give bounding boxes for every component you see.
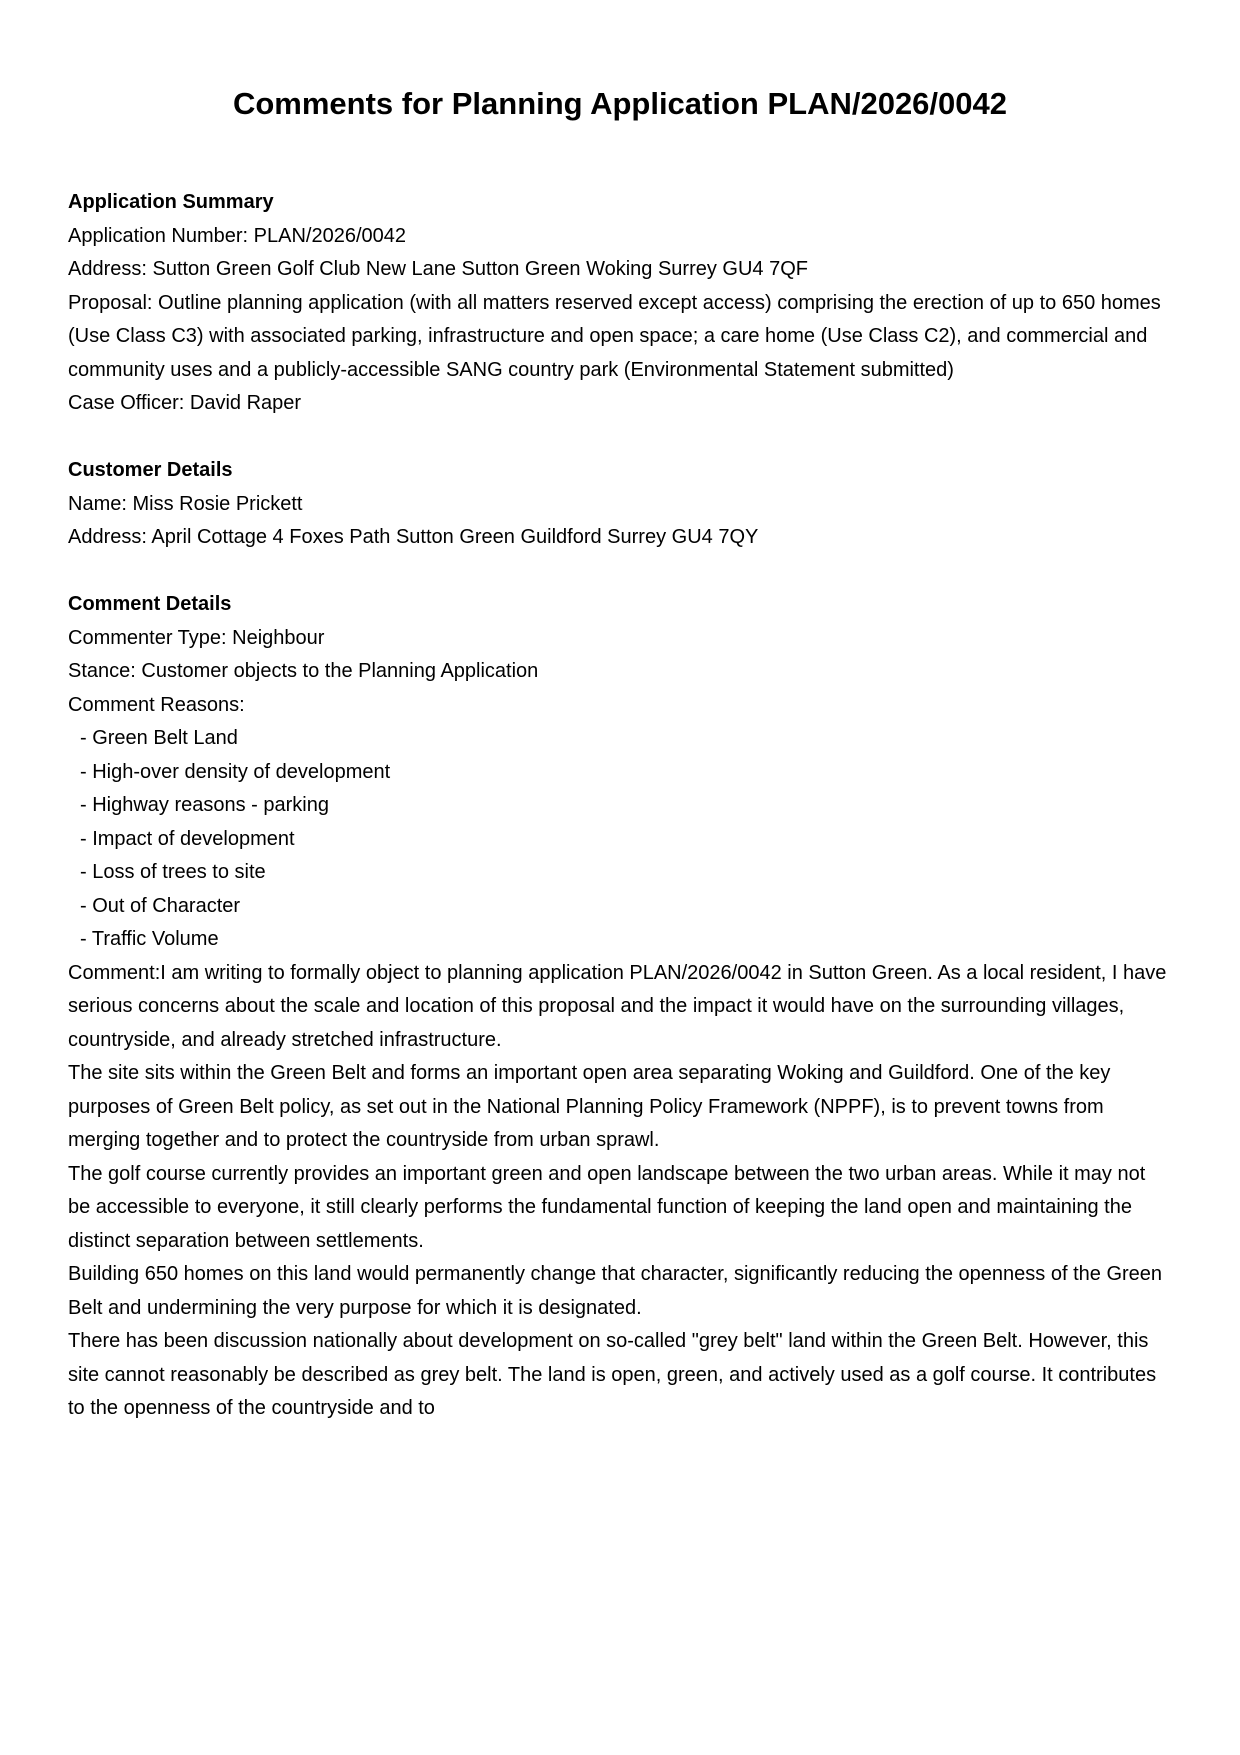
section-comment-details bbox=[68, 588, 1172, 1426]
comment-reason-item: - Out of Character bbox=[80, 894, 241, 917]
commenter-type-line: Commenter Type: Neighbour bbox=[68, 626, 325, 649]
comment-reason-item: - Green Belt Land bbox=[80, 727, 238, 749]
comment-reasons-label: Comment Reasons: bbox=[68, 693, 245, 716]
customer-name-line: Name: Miss Rosie Prickett bbox=[68, 492, 303, 515]
proposal-line: Proposal: Outline planning application (with all matters reserved except access) comprising the erection of up to 650 homes (Use Class C3) with associated parking, infrastructure and open space; a care home (Use Class C2), and commercial and community uses and a publicly-accessible SANG country park (Environmental Statement submitted) bbox=[68, 291, 1161, 381]
application-address-line: Address: Sutton Green Golf Club New Lane Sutton Green Woking Surrey GU4 7QF bbox=[68, 258, 808, 280]
comment-paragraph: The site sits within the Green Belt and forms an important open area separating Woking and Guildford. One of the key purposes of Green Belt policy, as set out in the National Planning Policy Framework (NPPF), is to prevent towns from merging together and to protect the countryside from urban sprawl. bbox=[68, 1062, 1111, 1151]
customer-details-heading: Customer Details bbox=[68, 459, 233, 481]
comment-details-heading: Comment Details bbox=[68, 593, 232, 615]
stance-line: Stance: Customer objects to the Planning Application bbox=[68, 660, 539, 682]
customer-address-line: Address: April Cottage 4 Foxes Path Sutton Green Guildford Surrey GU4 7QY bbox=[68, 526, 759, 548]
comment-paragraph: The golf course currently provides an important green and open landscape between the two urban areas. While it may not be accessible to everyone, it still clearly performs the fundamental function of keeping the land open and maintaining the distinct separation between settlements. bbox=[68, 1162, 1146, 1252]
comment-paragraph: Comment:I am writing to formally object to planning application PLAN/2026/0042 in Sutton Green. As a local resident, I have serious concerns about the scale and location of this proposal and the impact it would have on the surrounding villages, countryside, and already stretched infrastructure. bbox=[68, 961, 1167, 1051]
comment-reasons-list bbox=[68, 722, 1172, 957]
application-summary-heading: Application Summary bbox=[68, 191, 274, 213]
comment-text-block bbox=[68, 957, 1172, 1426]
section-application-summary bbox=[68, 186, 1172, 421]
comment-paragraph: Building 650 homes on this land would permanently change that character, significantly reducing the openness of the Green Belt and undermining the very purpose for which it is designated. bbox=[68, 1263, 1163, 1319]
case-officer-line: Case Officer: David Raper bbox=[68, 392, 302, 414]
comment-reason-item: - Impact of development bbox=[80, 827, 295, 850]
comment-reason-item: - Traffic Volume bbox=[80, 928, 219, 950]
document-title: Comments for Planning Application PLAN/2026/0042 bbox=[232, 86, 1008, 121]
comment-reason-item: - High-over density of development bbox=[80, 760, 391, 783]
comment-reason-item: - Highway reasons - parking bbox=[80, 794, 329, 816]
comment-reason-item: - Loss of trees to site bbox=[80, 861, 266, 883]
section-customer-details bbox=[68, 454, 1172, 555]
application-number-line: Application Number: PLAN/2026/0042 bbox=[68, 224, 406, 247]
comment-paragraph: There has been discussion nationally about development on so-called "grey belt" land within the Green Belt. However, this site cannot reasonably be described as grey belt. The land is open, green, and actively used as a golf course. It contributes to the openness of the countryside and to bbox=[68, 1330, 1157, 1419]
